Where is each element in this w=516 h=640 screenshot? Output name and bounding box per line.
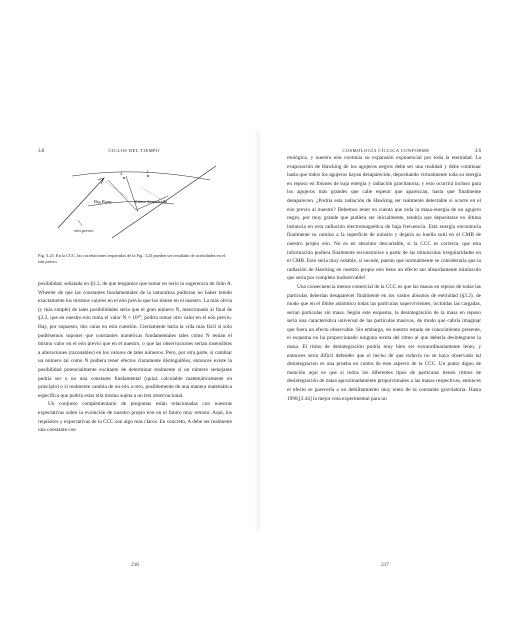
left-section-number: 3.6 <box>38 149 45 154</box>
event-point-2 <box>123 177 125 179</box>
correlation-ray-2 <box>126 176 138 212</box>
figure-label-big-bang: Big Bang <box>94 199 112 204</box>
right-running-title: COSMOLOGÍA CÍCLICA CONFORME <box>342 148 430 153</box>
right-paragraph-2: Una consecuencia menos comercial de la CCC es que las masas en reposo de todas las partículas deberían desaparecer finalmente en los vastos abismos de eternidad (§3.2), de modo que en el límite asintótico todas las partículas supervivientes, incluidas las cargadas, serían partículas sin masa. Según este esquema, la desintegración de la masa en reposo sería una característica universal de las partículas masivas, de modo que cabría imaginar que fuera un efecto observable. Sin embargo, en nuestro estado de conocimiento presente, el esquema no ha proporcionado ninguna receta del ritmo al que debería desintegrarse la masa. El ritmo de desintegración podría muy bien ser extraordinariamente lento, y entonces sería difícil defender que el hecho de que todavía no se haya observado tal desintegración es una prueba en contra de este aspecto de la CCC. Un punto digno de mención aquí es que si todos los diferentes tipos de partículas tienen ritmos de desintegración de masa aproximadamente proporcionales a las masas respectivas, entonces el efecto se parecería a un debilitamiento muy lento de la constante gravitatoria. Hasta 1998,[3.44] la mejor cota experimental para un <box>287 283 481 402</box>
previous-aeon-pointer <box>78 220 82 226</box>
figure-label-1: 1 <box>146 169 149 174</box>
figure-3-25 <box>38 158 234 250</box>
right-page-number: 217 <box>381 562 389 568</box>
right-paragraph-1: mológica, y nuestro eón continúa su expansión exponencial por toda la eternidad. La evaporación de Hawking de los agujeros negros debe ser una realidad y debe continuar hasta que todos los agujeros hayan desaparecido, depositando virtualmente toda su energía en reposo en fotones de baja energía y radiación gravitatoria; y esto ocurrirá incluso para los agujeros más grandes que cabe esperar que aparezcan, hasta que finalmente desaparecen. ¿Podría esta radiación de Hawking ser realmente detectable si ocurre en el eón previo al nuestro? Debemos tener en cuenta que toda la masa-energía de un agujero negro, por muy grande que pudiera ser inicialmente, tendría que depositarse en última instancia en esta radiación electromagnética de baja frecuencia. Esta energía encontraría finalmente su camino a la superficie de tránsito y dejaría su huella sutil en el CMB de nuestro propio eón. No es en absoluto descartable, si la CCC es correcta, que esta información pudiera finalmente reconstruirse a partir de las minúsculas irregularidades en el CMB. Esto sería muy notable, si sucede, puesto que normalmente se consideraría que la radiación de Hawking en nuestro propio eón tiene un efecto tan absurdamente minúsculo que sería por completo inobservable! <box>287 155 481 282</box>
figure-diagram <box>38 158 234 250</box>
right-page <box>258 0 516 640</box>
dashed-line-1 <box>106 182 128 198</box>
event-point-1 <box>147 175 149 177</box>
left-paragraph-1: posibilidad, señalada en §3.3, de que tengamos que tomar en serio la sugerencia de John A. Wheeler de que las constantes fundamentales de la naturaleza pudieran no haber tenido exactamente los mismos valores en el eón previo que los tienen en el nuestro. La más obvia (y más simple) de tales posibilidades sería que el gran número N, mencionado al final de §3.2, que en nuestro eón toma el valor N ≈ 10²⁰, podría tomar otro valor en el eón previo. Hay, por supuesto, dos caras en esta cuestión. Ciertamente haría la vida más fácil si solo pudiésemos suponer que constantes numéricas fundamentales tales como N tenían el mismo valor en el eón previo que en el nuestro, o que las observaciones serían insensibles a alteraciones (razonables) en los valores de tales números. Pero, por otra parte, si cambiar un número tal como N pudiera tener efectos claramente distinguibles, entonces existe la posibilidad potencialmente excitante de determinar realmente si un número semejante podría ser o no una constante fundamental (quizá calculable matemáticamente en principio) o si realmente cambia de un eón a otro, posiblemente de una manera matemática específica que podría estar ella misma sujeta a un test observacional. <box>38 281 233 399</box>
left-paragraph-2: Un conjunto complementario de preguntas están relacionadas con nuestras expectativas sobre la evolución de nuestro propio eón en el futuro muy remoto. Aquí, los requisitos y expectativas de la CCC son algo más claros. En concreto, A debe ser realmente una constante cos- <box>38 401 232 434</box>
figure-label-ultimo-despertado: último despertado <box>134 199 168 204</box>
figure-label-2: 2 <box>120 171 123 176</box>
upper-crossover-surface <box>72 172 210 180</box>
figure-label-eon-previo: eón previo <box>74 228 94 233</box>
left-running-head <box>38 148 234 154</box>
correlation-ray-1 <box>108 180 136 210</box>
left-running-title: CICLOS DEL TIEMPO <box>108 148 160 153</box>
left-body-text <box>38 280 232 435</box>
right-body-text <box>287 154 481 403</box>
figure-caption: Fig. 3.25. En la CCC, las correlaciones requeridas de la Fig. 3.23 pueden ser resultado de actividades en el eón previo. <box>38 253 226 264</box>
right-section-number: 3.6 <box>474 149 481 154</box>
left-page-number: 216 <box>131 562 139 568</box>
